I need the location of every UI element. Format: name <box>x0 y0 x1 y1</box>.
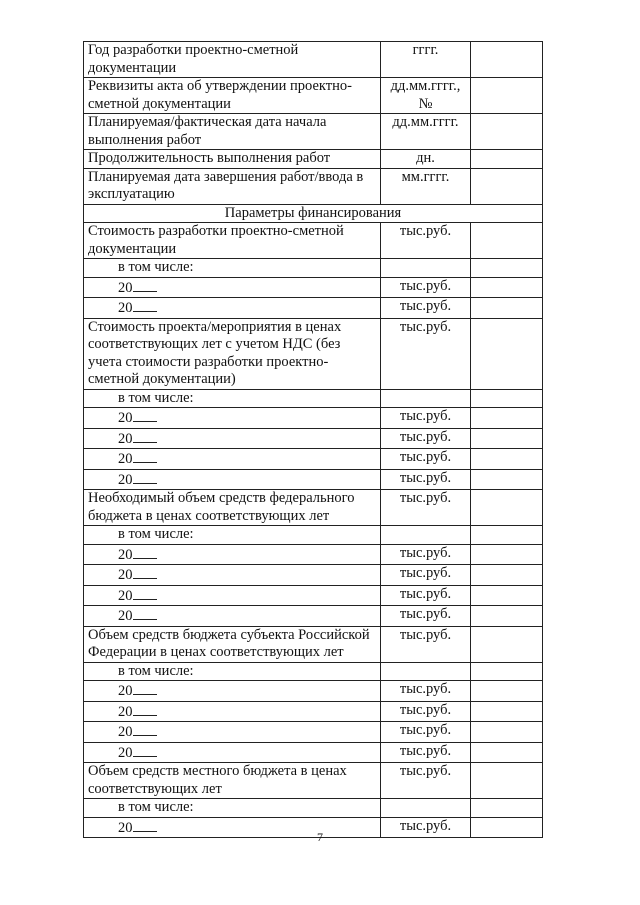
year-label: 20 <box>84 469 381 490</box>
value-cell[interactable] <box>471 42 543 78</box>
value-cell[interactable] <box>471 722 543 743</box>
row-unit: гггг. <box>381 42 471 78</box>
year-label: 20 <box>84 277 381 298</box>
year-row <box>84 428 543 449</box>
value-cell[interactable] <box>471 449 543 470</box>
row-unit: тыс.руб. <box>381 277 471 298</box>
row-unit: дд.мм.гггг. <box>381 114 471 150</box>
value-cell[interactable] <box>471 763 543 799</box>
row-unit: дн. <box>381 150 471 169</box>
year-label: 20 <box>84 428 381 449</box>
year-blank-line[interactable] <box>133 408 157 422</box>
year-label: 20 <box>84 585 381 606</box>
value-cell[interactable] <box>471 277 543 298</box>
year-row <box>84 298 543 319</box>
value-cell[interactable] <box>471 565 543 586</box>
row-label: Реквизиты акта об утверждении проектно-сметной документации <box>84 78 381 114</box>
value-cell[interactable] <box>471 78 543 114</box>
year-blank-line[interactable] <box>133 278 157 292</box>
table-row <box>84 490 543 526</box>
year-blank-line[interactable] <box>133 565 157 579</box>
row-unit: тыс.руб. <box>381 449 471 470</box>
row-label: Объем средств местного бюджета в ценах соответствующих лет <box>84 763 381 799</box>
year-row <box>84 565 543 586</box>
value-cell[interactable] <box>471 799 543 818</box>
section-title: Параметры финансирования <box>84 204 543 223</box>
value-cell[interactable] <box>471 168 543 204</box>
row-label: Необходимый объем средств федерального бюджета в ценах соответствующих лет <box>84 490 381 526</box>
year-blank-line[interactable] <box>133 298 157 312</box>
row-unit: тыс.руб. <box>381 701 471 722</box>
including-label: в том числе: <box>84 799 381 818</box>
including-row <box>84 259 543 278</box>
value-cell[interactable] <box>471 526 543 545</box>
row-unit: тыс.руб. <box>381 298 471 319</box>
row-unit: тыс.руб. <box>381 606 471 627</box>
year-label: 20 <box>84 722 381 743</box>
year-label: 20 <box>84 681 381 702</box>
page-number: 7 <box>317 830 323 844</box>
value-cell[interactable] <box>471 114 543 150</box>
row-unit: тыс.руб. <box>381 318 471 389</box>
table-row <box>84 223 543 259</box>
value-cell[interactable] <box>471 150 543 169</box>
year-label: 20 <box>84 606 381 627</box>
table-row <box>84 78 543 114</box>
value-cell[interactable] <box>471 408 543 429</box>
year-blank-line[interactable] <box>133 545 157 559</box>
including-row <box>84 799 543 818</box>
table-row <box>84 168 543 204</box>
including-label: в том числе: <box>84 389 381 408</box>
including-label: в том числе: <box>84 259 381 278</box>
row-label: Стоимость проекта/мероприятия в ценах соответствующих лет с учетом НДС (без учета стоимости разработки проектно-сметной документации) <box>84 318 381 389</box>
value-cell[interactable] <box>471 259 543 278</box>
value-cell[interactable] <box>471 469 543 490</box>
table-row <box>84 763 543 799</box>
value-cell[interactable] <box>471 681 543 702</box>
row-unit: тыс.руб. <box>381 544 471 565</box>
row-unit: тыс.руб. <box>381 681 471 702</box>
row-label: Планируемая дата завершения работ/ввода в эксплуатацию <box>84 168 381 204</box>
year-label: 20 <box>84 544 381 565</box>
row-unit: тыс.руб. <box>381 742 471 763</box>
year-label: 20 <box>84 449 381 470</box>
year-blank-line[interactable] <box>133 681 157 695</box>
value-cell[interactable] <box>471 626 543 662</box>
including-label: в том числе: <box>84 526 381 545</box>
value-cell[interactable] <box>471 490 543 526</box>
year-row <box>84 544 543 565</box>
row-unit: тыс.руб. <box>381 469 471 490</box>
row-label: Объем средств бюджета субъекта Российской Федерации в ценах соответствующих лет <box>84 626 381 662</box>
value-cell[interactable] <box>471 389 543 408</box>
including-row <box>84 662 543 681</box>
year-row <box>84 585 543 606</box>
year-blank-line[interactable] <box>133 743 157 757</box>
year-row <box>84 681 543 702</box>
year-label: 20 <box>84 565 381 586</box>
value-cell[interactable] <box>471 701 543 722</box>
year-blank-line[interactable] <box>133 429 157 443</box>
year-label: 20 <box>84 298 381 319</box>
value-cell[interactable] <box>471 223 543 259</box>
row-label: Планируемая/фактическая дата начала выполнения работ <box>84 114 381 150</box>
year-row <box>84 408 543 429</box>
table-row <box>84 626 543 662</box>
row-unit: тыс.руб. <box>381 763 471 799</box>
table-row <box>84 318 543 389</box>
value-cell[interactable] <box>471 544 543 565</box>
year-label: 20 <box>84 817 381 838</box>
year-blank-line[interactable] <box>133 702 157 716</box>
year-blank-line[interactable] <box>133 449 157 463</box>
value-cell[interactable] <box>471 662 543 681</box>
year-row <box>84 277 543 298</box>
year-blank-line[interactable] <box>133 586 157 600</box>
row-label: Стоимость разработки проектно-сметной документации <box>84 223 381 259</box>
row-unit: тыс.руб. <box>381 565 471 586</box>
row-unit: тыс.руб. <box>381 722 471 743</box>
row-unit: тыс.руб. <box>381 223 471 259</box>
value-cell[interactable] <box>471 585 543 606</box>
value-cell[interactable] <box>471 606 543 627</box>
value-cell[interactable] <box>471 318 543 389</box>
year-blank-line[interactable] <box>133 606 157 620</box>
project-passport-table <box>83 41 543 838</box>
row-unit: тыс.руб. <box>381 490 471 526</box>
row-label: Продолжительность выполнения работ <box>84 150 381 169</box>
year-row <box>84 701 543 722</box>
row-label: Год разработки проектно-сметной документации <box>84 42 381 78</box>
row-unit: тыс.руб. <box>381 428 471 449</box>
row-unit: мм.гггг. <box>381 168 471 204</box>
value-cell[interactable] <box>471 428 543 449</box>
year-blank-line[interactable] <box>133 722 157 736</box>
year-row <box>84 449 543 470</box>
year-label: 20 <box>84 408 381 429</box>
year-row <box>84 722 543 743</box>
section-row <box>84 204 543 223</box>
row-unit: дд.мм.гггг., № <box>381 78 471 114</box>
table-row <box>84 42 543 78</box>
year-blank-line[interactable] <box>133 470 157 484</box>
table-row <box>84 114 543 150</box>
year-row <box>84 606 543 627</box>
year-label: 20 <box>84 742 381 763</box>
row-unit: тыс.руб. <box>381 585 471 606</box>
including-row <box>84 389 543 408</box>
row-unit: тыс.руб. <box>381 626 471 662</box>
year-row <box>84 742 543 763</box>
value-cell[interactable] <box>471 298 543 319</box>
including-row <box>84 526 543 545</box>
year-row <box>84 469 543 490</box>
row-unit: тыс.руб. <box>381 408 471 429</box>
value-cell[interactable] <box>471 742 543 763</box>
including-label: в том числе: <box>84 662 381 681</box>
table-row <box>84 150 543 169</box>
row-unit: тыс.руб. <box>381 817 471 838</box>
year-label: 20 <box>84 701 381 722</box>
